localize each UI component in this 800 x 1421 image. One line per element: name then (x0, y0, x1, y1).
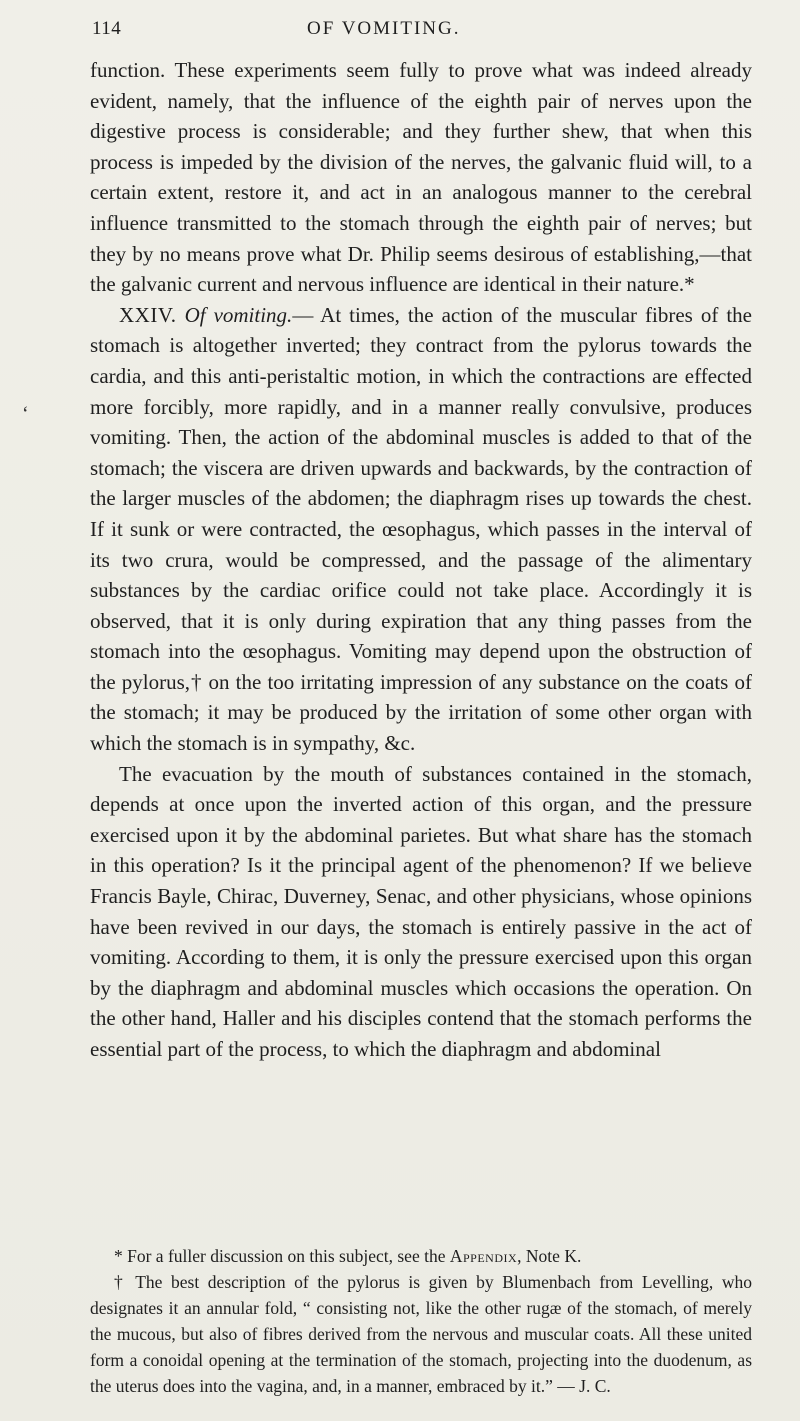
section-text: — At times, the action of the muscular fibres of the stomach is altogether inverted; they contract from the pylorus towards the cardia, and this anti-peristaltic motion, in which the contractions are effected more forcibly, more rapidly, and in a manner really convulsive, produces vomiting. Then, the action of the abdominal muscles is added to that of the stomach; the viscera are driven upwards and backwards, by the contraction of the larger muscles of the abdomen; the diaphragm rises up towards the chest. If it sunk or were contracted, the œsophagus, which passes in the interval of its two crura, would be compressed, and the passage of the alimentary substances by the cardiac orifice could not take place. Accordingly it is observed, that it is only during expiration that any thing passes from the stomach into the œsophagus. Vomiting may depend upon the obstruction of the pylorus,† on the too irritating impression of any substance on the coats of the stomach; it may be produced by the irritation of some other organ with which the stomach is in sympathy, &c. (90, 302, 753, 756)
page-number: 114 (92, 18, 122, 39)
footnote-text-end: , Note K. (517, 1246, 582, 1266)
paragraph-evacuation: The evacuation by the mouth of substances contained in the stomach, depends at once upon the inverted action of this organ, and the pressure exercised upon it by the abdominal parietes. But what share has the stomach in this operation? Is it the principal agent of the phenomenon? If we believe Francis Bayle, Chirac, Duverney, Senac, and other physicians, whose opinions have been revived in our days, the stomach is entirely passive in the act of vomiting. According to them, it is only the pressure exercised upon this organ by the diaphragm and abdominal muscles which occasions the operation. On the other hand, Haller and his disciples contend that the stomach performs the essential part of the process, to which the diaphragm and abdominal (90, 761, 752, 1061)
paragraph-continuation: function. These experiments seem fully to prove what was indeed already evident, namely, that the influence of the eighth pair of nerves upon the digestive process is considerable; and they further shew, that when this process is impeded by the division of the nerves, the galvanic fluid will, to a certain extent, restore it, and act in an analogous manner to the cerebral influence transmitted to the stomach through the eighth pair of nerves; but they by no means prove what Dr. Philip seems desirous of establishing,—that the galvanic current and nervous influence are identical in their nature.* (90, 58, 752, 297)
appendix-reference: Appendix (449, 1246, 518, 1266)
paragraph-vomiting (90, 300, 752, 759)
footnote-asterisk (90, 1243, 752, 1269)
page-header (92, 18, 752, 42)
footnote-text: * For a fuller discussion on this subject, see the (114, 1246, 450, 1266)
margin-mark: ‘ (22, 403, 29, 425)
footnotes (90, 1243, 752, 1399)
section-title: Of vomiting. (184, 302, 293, 327)
section-number: XXIV. (119, 302, 177, 327)
running-head: OF VOMITING. (307, 18, 461, 39)
footnote-dagger: † The best description of the pylorus is given by Blumenbach from Levelling, who designates it an annular fold, “ consisting not, like the other rugæ of the stomach, of merely the mucous, but also of fibres derived from the nervous and muscular coats. All these united form a conoidal opening at the termination of the stomach, projecting into the duodenum, as the uterus does into the vagina, and, in a manner, embraced by it.” — J. C. (90, 1272, 752, 1396)
body-text (90, 55, 752, 1065)
